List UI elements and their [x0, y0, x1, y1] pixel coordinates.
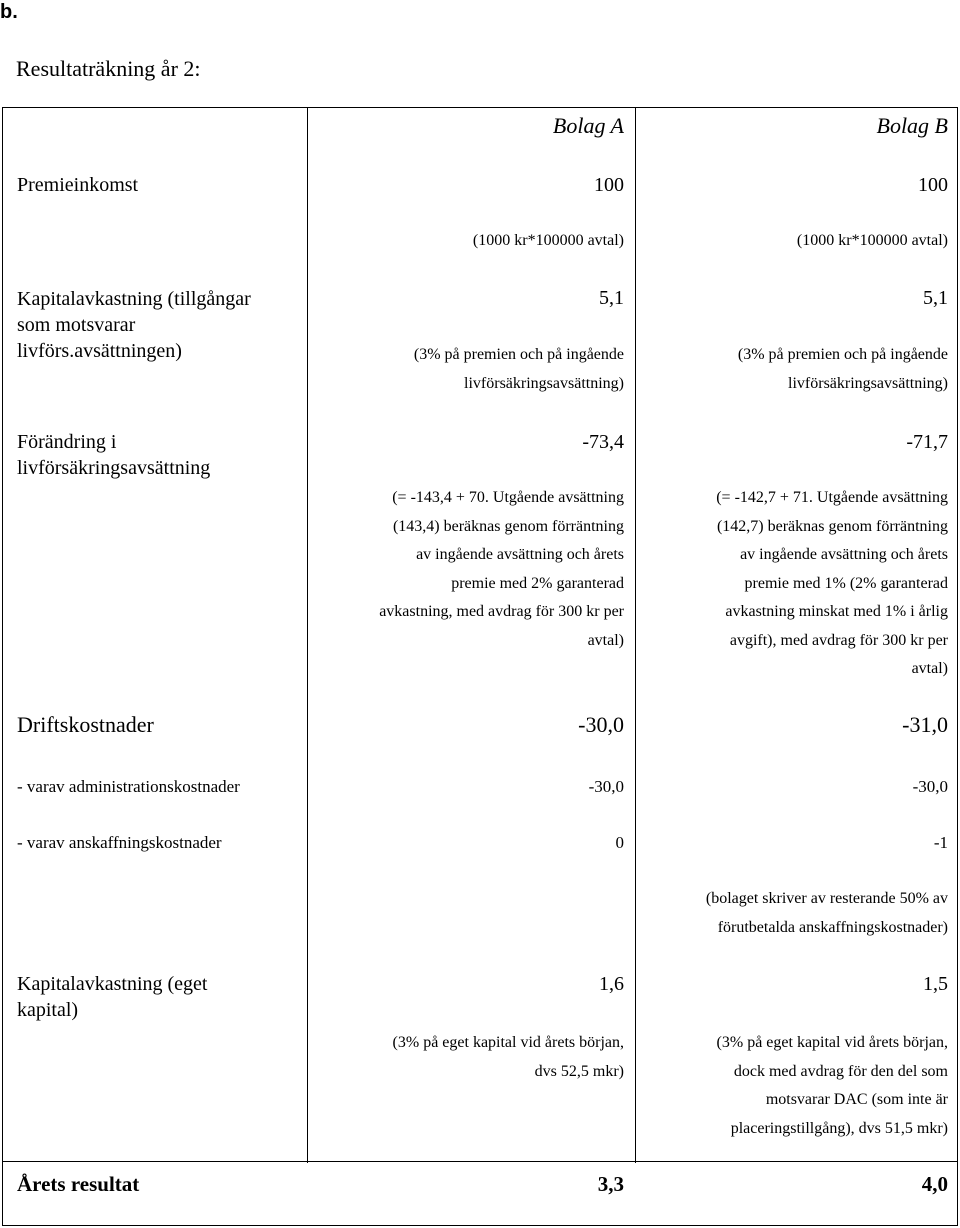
- note-line: dock med avdrag för den del som: [733, 1062, 948, 1080]
- note-line: (3% på premien och på ingående: [413, 346, 624, 363]
- value-b-premieinkomst: 100: [918, 174, 948, 196]
- note-line: livförsäkringsavsättning): [464, 374, 624, 392]
- result-row-divider: [3, 1161, 957, 1162]
- note-b-anskaffningskostnader: [639, 885, 948, 942]
- row-label-kapitalavkastning-eget: [17, 971, 307, 1023]
- value-b-forandring: -71,7: [906, 431, 948, 453]
- value-a-kapitalavkastning-tillgangar: 5,1: [599, 287, 624, 309]
- row-label-administrationskostnader: - varav administrationskostnader: [17, 777, 240, 796]
- label-line: som motsvarar: [17, 314, 136, 336]
- note-line: (= -142,7 + 71. Utgående avsättning: [716, 489, 948, 506]
- note-line: livförsäkringsavsättning): [788, 374, 948, 392]
- note-line: motsvarar DAC (som inte är: [765, 1091, 948, 1108]
- row-label-arets-resultat: Årets resultat: [17, 1172, 140, 1196]
- note-line: (bolaget skriver av resterande 50% av: [705, 890, 948, 907]
- note-b-kapitalavkastning-tillgangar: [639, 341, 948, 398]
- note-line: avtal): [911, 660, 948, 677]
- note-a-forandring: [308, 484, 624, 655]
- row-label-forandring: [17, 429, 307, 481]
- note-line: premie med 2% garanterad: [451, 574, 624, 592]
- column-divider-ab: [635, 108, 636, 1163]
- value-a-forandring: -73,4: [582, 431, 624, 453]
- section-letter: b.: [0, 1, 18, 23]
- row-label-premieinkomst: Premieinkomst: [17, 174, 139, 196]
- note-line: (142,7) beräknas genom förräntning: [716, 517, 948, 535]
- note-line: av ingående avsättning och årets: [740, 546, 948, 563]
- label-line: kapital): [17, 999, 79, 1021]
- column-header-bolag-b: Bolag B: [876, 113, 948, 138]
- note-line: (143,4) beräknas genom förräntning: [392, 517, 624, 535]
- row-label-anskaffningskostnader: - varav anskaffningskostnader: [17, 833, 222, 852]
- label-line: livförs.avsättningen): [17, 340, 182, 362]
- note-a-kapitalavkastning-eget: [308, 1029, 624, 1086]
- note-line: avtal): [587, 631, 624, 649]
- note-a-premieinkomst: (1000 kr*100000 avtal): [472, 232, 624, 249]
- label-line: livförsäkringsavsättning: [17, 457, 211, 479]
- label-line: Kapitalavkastning (eget: [17, 973, 208, 995]
- note-line: avkastning minskat med 1% i årlig: [725, 603, 948, 620]
- note-line: dvs 52,5 mkr): [534, 1062, 624, 1080]
- value-b-kapitalavkastning-tillgangar: 5,1: [923, 287, 948, 309]
- note-b-kapitalavkastning-eget: [639, 1029, 948, 1143]
- note-line: avgift), med avdrag för 300 kr per: [729, 631, 948, 649]
- income-statement-table: [2, 107, 958, 1226]
- value-b-kapitalavkastning-eget: 1,5: [923, 973, 948, 995]
- note-a-kapitalavkastning-tillgangar: [308, 341, 624, 398]
- value-a-driftskostnader: -30,0: [578, 712, 624, 737]
- value-a-anskaffningskostnader: 0: [615, 833, 624, 852]
- value-a-arets-resultat: 3,3: [597, 1172, 624, 1196]
- note-line: av ingående avsättning och årets: [416, 546, 624, 563]
- note-line: (3% på eget kapital vid årets början,: [716, 1034, 948, 1051]
- note-line: (3% på eget kapital vid årets början,: [392, 1034, 624, 1051]
- value-b-administrationskostnader: -30,0: [912, 777, 948, 796]
- value-b-anskaffningskostnader: -1: [933, 833, 948, 852]
- value-a-kapitalavkastning-eget: 1,6: [599, 973, 624, 995]
- value-b-driftskostnader: -31,0: [902, 712, 948, 737]
- note-line: premie med 1% (2% garanterad: [744, 574, 948, 592]
- value-b-arets-resultat: 4,0: [921, 1172, 948, 1196]
- value-a-administrationskostnader: -30,0: [588, 777, 624, 796]
- note-line: förutbetalda anskaffningskostnader): [717, 918, 948, 936]
- note-line: avkastning, med avdrag för 300 kr per: [379, 603, 624, 620]
- row-label-driftskostnader: Driftskostnader: [17, 712, 154, 737]
- note-line: placeringstillgång), dvs 51,5 mkr): [730, 1119, 948, 1137]
- document-title: Resultaträkning år 2:: [16, 56, 201, 81]
- column-header-bolag-a: Bolag A: [552, 113, 624, 138]
- label-line: Kapitalavkastning (tillgångar: [17, 288, 251, 310]
- note-b-forandring: [639, 484, 948, 684]
- note-line: (= -143,4 + 70. Utgående avsättning: [392, 489, 624, 506]
- label-line: Förändring i: [17, 431, 117, 453]
- note-line: (3% på premien och på ingående: [737, 346, 948, 363]
- row-label-kapitalavkastning-tillgangar: [17, 286, 307, 364]
- value-a-premieinkomst: 100: [594, 174, 624, 196]
- note-b-premieinkomst: (1000 kr*100000 avtal): [796, 232, 948, 249]
